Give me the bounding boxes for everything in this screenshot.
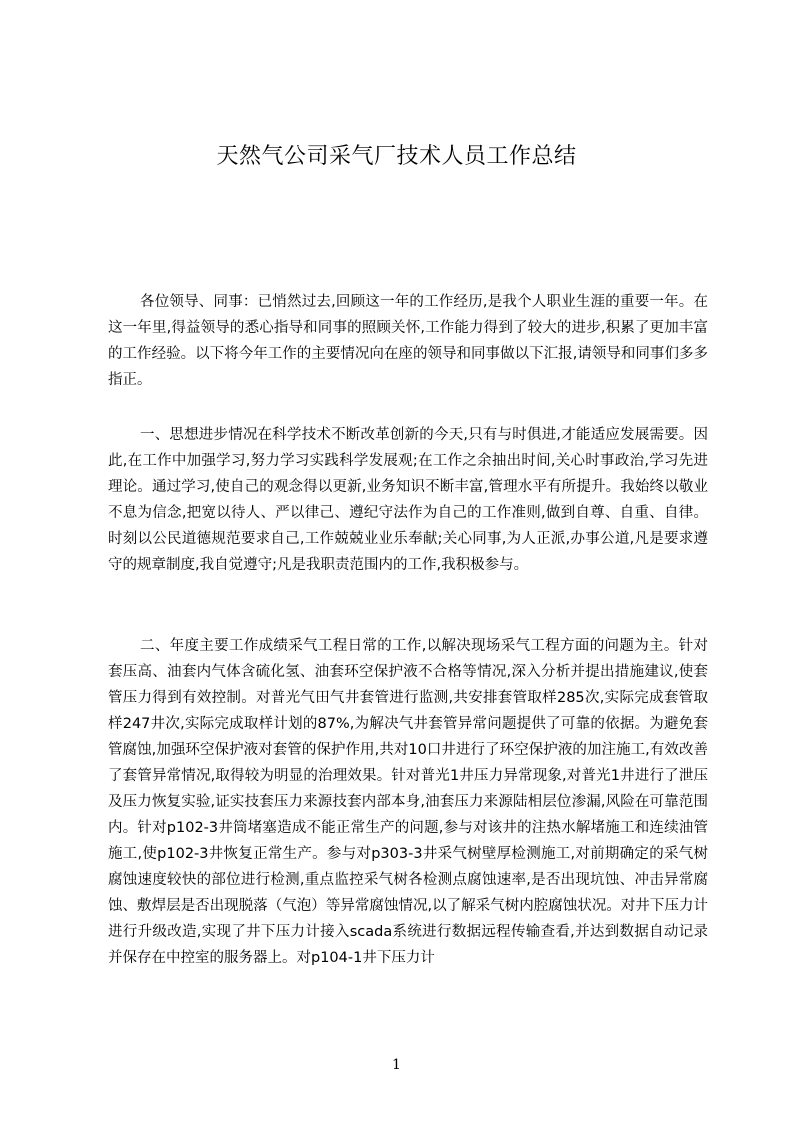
paragraph-annual-achievements: 二、年度主要工作成绩采气工程日常的工作,以解决现场采气工程方面的问题为主。针对套压高、油套内气体含硫化氢、油套环空保护液不合格等情况,深入分析并提出措施建议,使套管压力得到有效控制。对普光气田气井套管进行监测,共安排套管取样285次,实际完成套管取样247井次,实际完成取样计划的87%,为解决气井套管异常问题提供了可靠的依据。为避免套管腐蚀,加强环空保护液对套管的保护作用,共对10口井进行了环空保护液的加注施工,有效改善了套管异常情况,取得较为明显的治理效果。针对普光1井压力异常现象,对普光1井进行了泄压及压力恢复实验,证实技套压力来源技套内部本身,油套压力来源陆相层位渗漏,风险在可靠范围内。针对p102-3井筒堵塞造成不能正常生产的问题,参与对该井的注热水解堵施工和连续油管施工,使p102-3井恢复正常生产。参与对p303-3井采气树壁厚检测施工,对前期确定的采气树腐蚀速度较快的部位进行检测,重点监控采气树各检测点腐蚀速率,是否出现坑蚀、冲击异常腐蚀、敷焊层是否出现脱落（气泡）等异常腐蚀情况,以了解采气树内腔腐蚀状况。对井下压力计进行升级改造,实现了井下压力计接入scada系统进行数据远程传输查看,并达到数据自动记录并保存在中控室的服务器上。对p104-1井下压力计 bbox=[108, 638, 708, 966]
paragraph-introduction: 各位领导、同事：已悄然过去,回顾这一年的工作经历,是我个人职业生涯的重要一年。在这一年里,得益领导的悉心指导和同事的照顾关怀,工作能力得到了较大的进步,积累了更加丰富的工作经验。以下将今年工作的主要情况向在座的领导和同事做以下汇报,请领导和同事们多多指正。 bbox=[108, 294, 708, 388]
document-title: 天然气公司采气厂技术人员工作总结 bbox=[216, 144, 577, 169]
page-number: 1 bbox=[392, 1057, 401, 1073]
paragraph-ideological-progress: 一、思想进步情况在科学技术不断改革创新的今天,只有与时俱进,才能适应发展需要。因此,在工作中加强学习,努力学习实践科学发展观;在工作之余抽出时间,关心时事政治,学习先进理论。通过学习,使自己的观念得以更新,业务知识不断丰富,管理水平有所提升。我始终以敬业不息为信念,把宽以待人、严以律己、遵纪守法作为自己的工作准则,做到自尊、自重、自律。时刻以公民道德规范要求自己,工作兢兢业业乐奉献;关心同事,为人正派,办事公道,凡是要求遵守的规章制度,我自觉遵守;凡是我职责范围内的工作,我积极参与。 bbox=[108, 427, 708, 573]
